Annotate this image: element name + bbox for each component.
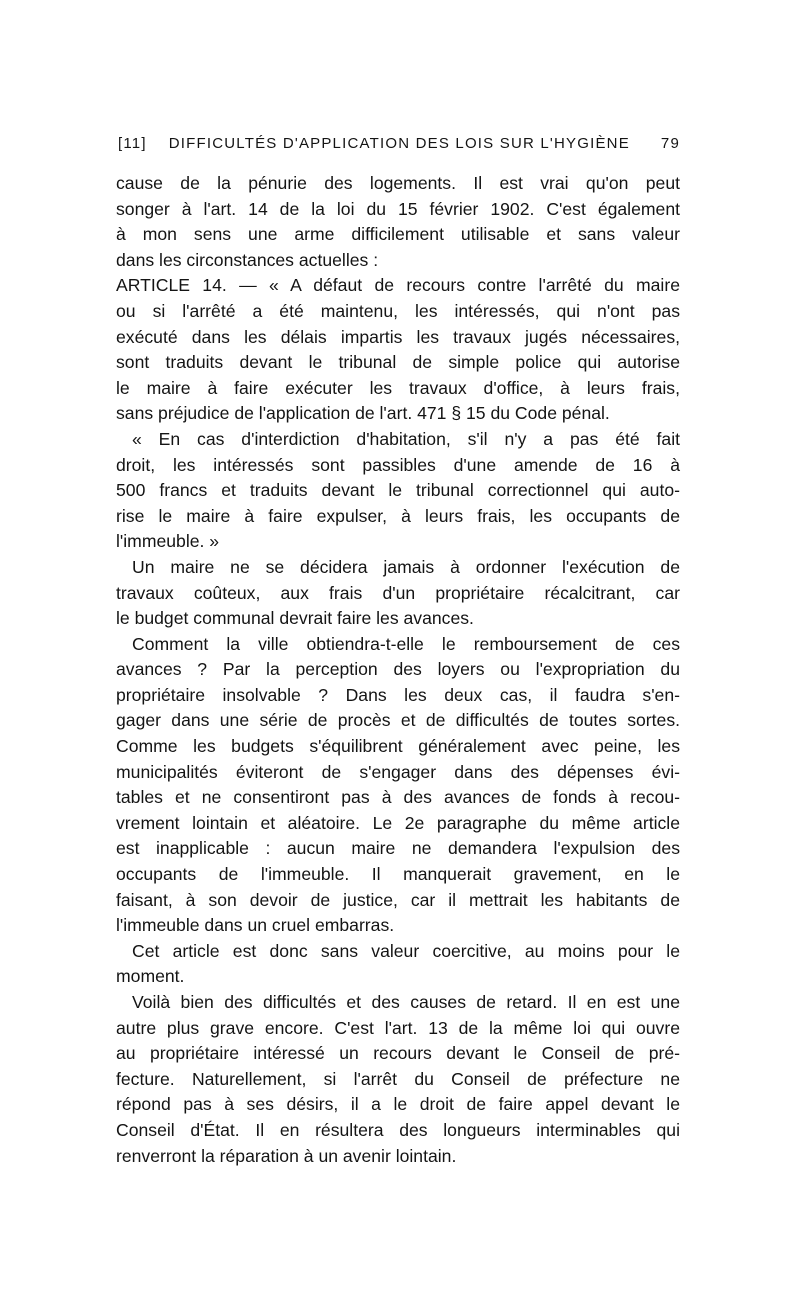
text-line: travaux coûteux, aux frais d'un propriétaire récalcitrant, car: [116, 582, 680, 603]
text-line: fecture. Naturellement, si l'arrêt du Conseil de préfecture ne: [116, 1068, 680, 1089]
text-line: droit, les intéressés sont passibles d'une amende de 16 à: [116, 454, 680, 475]
text-line: avances ? Par la perception des loyers ou l'expropriation du: [116, 659, 680, 680]
text-line: renverront la réparation à un avenir lointain.: [116, 1145, 457, 1166]
text-line: sans préjudice de l'application de l'art. 471 § 15 du Code pénal.: [116, 403, 610, 424]
text-line: à mon sens une arme difficilement utilisable et sans valeur: [116, 224, 680, 245]
text-line: le budget communal devrait faire les avances.: [116, 608, 474, 629]
page-number: 79: [660, 135, 680, 152]
text-line: faisant, à son devoir de justice, car il mettrait les habitants de: [116, 889, 680, 910]
text-line: le maire à faire exécuter les travaux d'office, à leurs frais,: [116, 377, 680, 398]
running-title: DIFFICULTÉS D'APPLICATION DES LOIS SUR L'HYGIÈNE: [168, 135, 630, 152]
book-page: [116, 135, 680, 1169]
section-number: [11]: [118, 135, 147, 152]
text-line: ARTICLE 14. — « A défaut de recours contre l'arrêté du maire: [116, 275, 680, 296]
text-line: Cet article est donc sans valeur coercitive, au moins pour le: [132, 940, 680, 961]
text-line: vrement lointain et aléatoire. Le 2e paragraphe du même article: [116, 812, 680, 833]
text-line: « En cas d'interdiction d'habitation, s'il n'y a pas été fait: [132, 428, 680, 449]
text-line: cause de la pénurie des logements. Il est vrai qu'on peut: [116, 173, 680, 193]
text-line: l'immeuble dans un cruel embarras.: [116, 915, 395, 936]
running-head: [118, 135, 680, 161]
text-line: l'immeuble. »: [116, 531, 220, 552]
text-line: Conseil d'État. Il en résultera des longueurs interminables qui: [116, 1119, 680, 1140]
text-line: ou si l'arrêté a été maintenu, les intéressés, qui n'ont pas: [116, 300, 680, 321]
text-line: gager dans une série de procès et de difficultés de toutes sortes.: [116, 710, 680, 731]
body-text: [116, 171, 680, 1169]
text-line: tables et ne consentiront pas à des avances de fonds à recou-: [116, 787, 680, 808]
text-line: songer à l'art. 14 de la loi du 15 février 1902. C'est également: [116, 198, 680, 219]
text-line: Comment la ville obtiendra-t-elle le remboursement de ces: [132, 633, 680, 654]
text-line: municipalités éviteront de s'engager dans des dépenses évi-: [116, 761, 680, 782]
text-line: propriétaire insolvable ? Dans les deux cas, il faudra s'en-: [116, 684, 680, 705]
text-line: Un maire ne se décidera jamais à ordonner l'exécution de: [132, 556, 680, 577]
text-line: répond pas à ses désirs, il a le droit de faire appel devant le: [116, 1094, 680, 1115]
text-line: occupants de l'immeuble. Il manquerait gravement, en le: [116, 864, 680, 885]
text-line: 500 francs et traduits devant le tribunal correctionnel qui auto-: [116, 480, 680, 501]
text-line: moment.: [116, 966, 185, 987]
text-line: rise le maire à faire expulser, à leurs frais, les occupants de: [116, 505, 680, 526]
text-line: est inapplicable : aucun maire ne demandera l'expulsion des: [116, 838, 680, 859]
text-line: autre plus grave encore. C'est l'art. 13 de la même loi qui ouvre: [116, 1017, 680, 1038]
text-line: au propriétaire intéressé un recours devant le Conseil de pré-: [116, 1043, 680, 1064]
text-line: Voilà bien des difficultés et des causes de retard. Il en est une: [132, 992, 680, 1012]
text-line: Comme les budgets s'équilibrent généralement avec peine, les: [116, 736, 680, 757]
text-line: sont traduits devant le tribunal de simple police qui autorise: [116, 352, 680, 373]
text-line: exécuté dans les délais impartis les travaux jugés nécessaires,: [116, 326, 680, 347]
text-line: dans les circonstances actuelles :: [116, 249, 379, 270]
